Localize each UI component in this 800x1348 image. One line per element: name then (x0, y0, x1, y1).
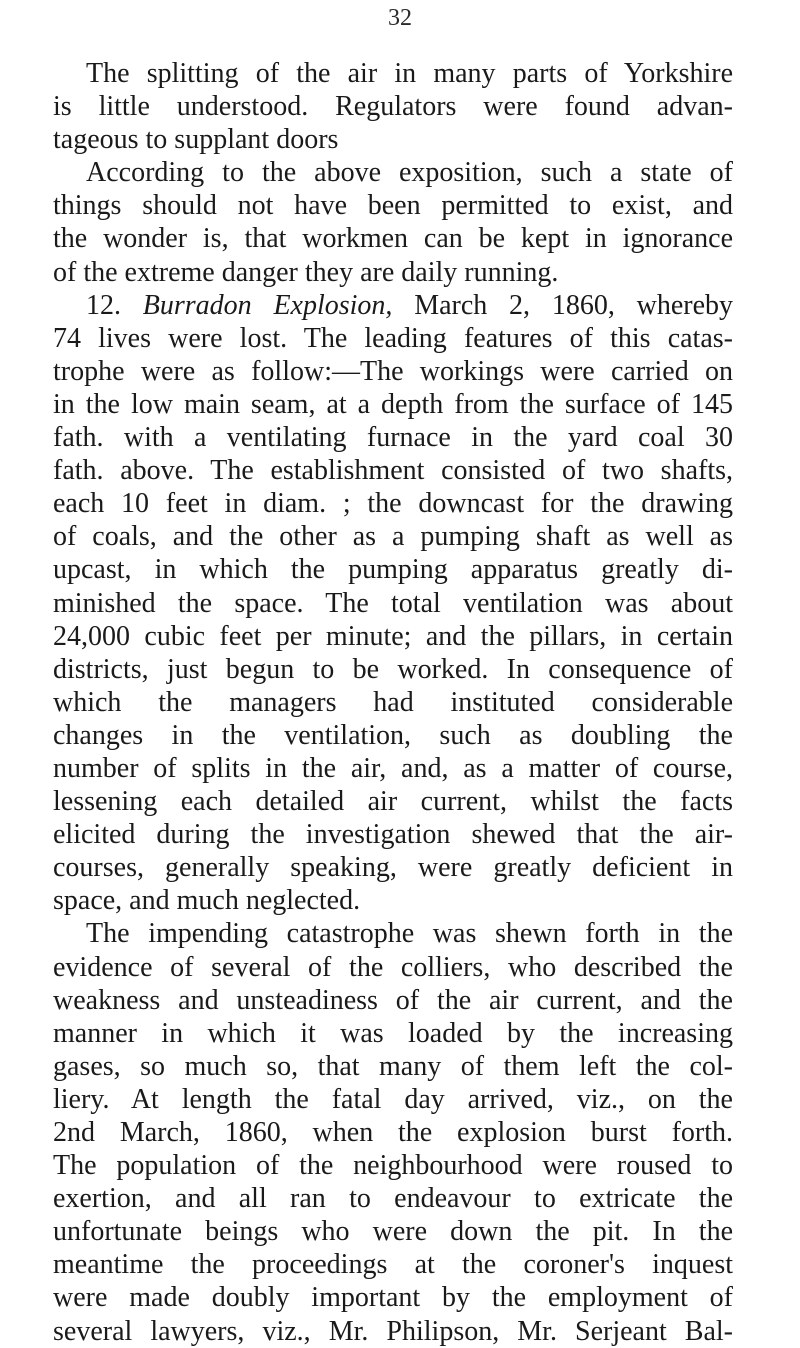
text-line: elicited during the investigation shewed that the air- (53, 819, 733, 851)
text-line: The population of the neighbourhood were roused to (53, 1150, 733, 1182)
text-line: weakness and unsteadiness of the air current, and the (53, 984, 733, 1016)
text-line: of coals, and the other as a pumping shaft as well as (53, 521, 733, 553)
text-line: exertion, and all ran to endeavour to extricate the (53, 1183, 733, 1215)
text-line: each 10 feet in diam. ; the downcast for the drawing (53, 488, 733, 520)
text-line: meantime the proceedings at the coroner's inquest (53, 1249, 733, 1281)
text-line: of the extreme danger they are daily running. (53, 256, 559, 288)
text-line: lessening each detailed air current, whilst the facts (53, 786, 733, 818)
text-line: liery. At length the fatal day arrived, viz., on the (53, 1083, 733, 1115)
text-line: upcast, in which the pumping apparatus greatly di- (53, 554, 733, 586)
text-line: tageous to supplant doors (53, 124, 339, 156)
text-line: things should not have been permitted to exist, and (53, 190, 733, 222)
text-segment: 12. (86, 289, 143, 321)
text-line: The impending catastrophe was shewn forth in the (86, 918, 733, 950)
text-line: The splitting of the air in many parts of Yorkshire (86, 58, 733, 89)
text-line: districts, just begun to be worked. In consequence of (53, 653, 733, 685)
text-line: minished the space. The total ventilation was about (53, 587, 733, 619)
text-line: were made doubly important by the employment of (53, 1282, 733, 1314)
text-segment: March 2, 1860, whereby (392, 289, 733, 321)
text-line: in the low main seam, at a depth from the surface of 145 (53, 388, 733, 420)
text-line: the wonder is, that workmen can be kept in ignorance (53, 223, 733, 255)
text-line: trophe were as follow:—The workings were carried on (53, 355, 733, 387)
page-number: 32 (388, 5, 412, 31)
text-line: space, and much neglected. (53, 885, 361, 917)
text-line: fath. above. The establishment consisted of two shafts, (53, 455, 733, 487)
text-line: 2nd March, 1860, when the explosion burst forth. (53, 1117, 733, 1148)
text-line: gases, so much so, that many of them left the col- (53, 1050, 733, 1082)
text-line: 24,000 cubic feet per minute; and the pillars, in certain (53, 620, 733, 652)
text-line: fath. with a ventilating furnace in the yard coal 30 (53, 422, 733, 454)
text-line: manner in which it was loaded by the increasing (53, 1017, 733, 1049)
text-line (53, 289, 733, 322)
text-line: evidence of several of the colliers, who described the (53, 951, 733, 983)
text-line: several lawyers, viz., Mr. Philipson, Mr. Serjeant Bal- (53, 1315, 733, 1347)
text-line: 74 lives were lost. The leading features of this catas- (53, 322, 733, 354)
text-line: number of splits in the air, and, as a matter of course, (53, 752, 733, 784)
text-line: According to the above exposition, such a state of (86, 157, 733, 189)
text-line: which the managers had instituted considerable (53, 686, 733, 718)
italic-heading: Burradon Explosion, (142, 289, 393, 321)
body-text (53, 57, 733, 1348)
text-line: courses, generally speaking, were greatly deficient in (53, 852, 733, 884)
text-line: unfortunate beings who were down the pit. In the (53, 1216, 733, 1248)
text-line: changes in the ventilation, such as doubling the (53, 719, 733, 751)
text-line: is little understood. Regulators were found advan- (53, 91, 733, 123)
